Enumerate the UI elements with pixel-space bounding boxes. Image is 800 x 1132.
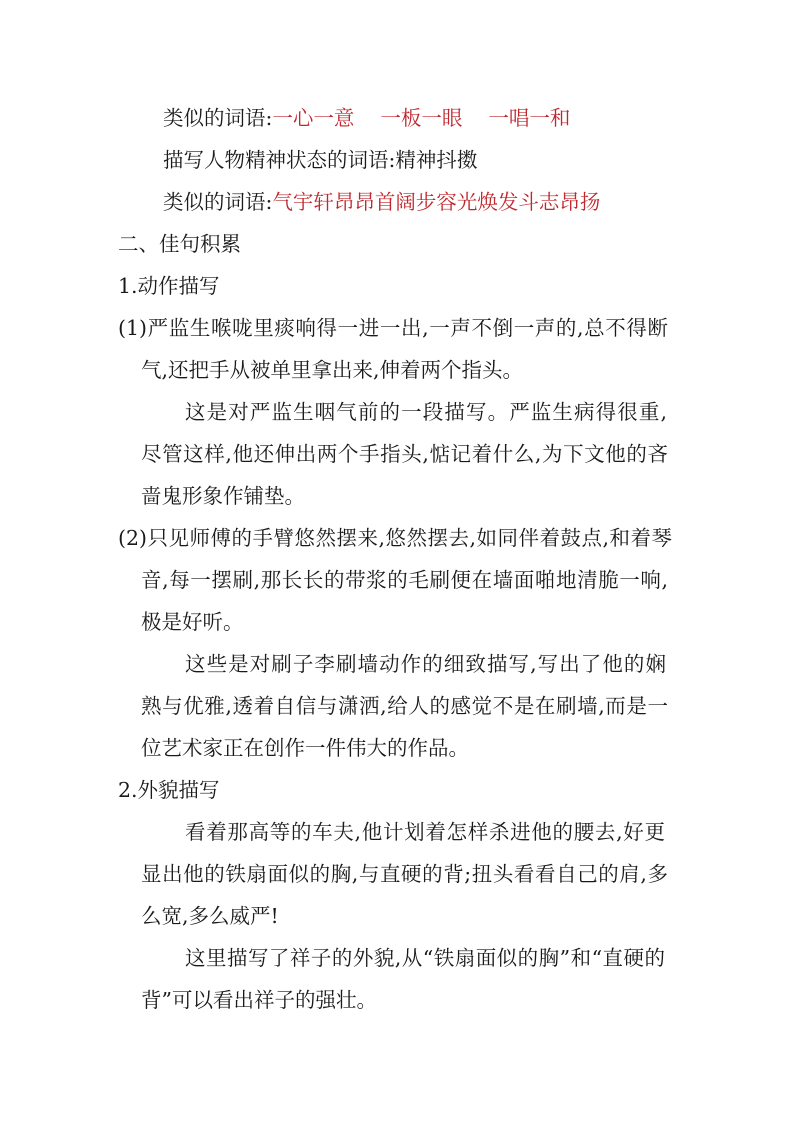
comment-line: 这里描写了祥子的外貌,从“铁扇面似的胸”和“直硬的 [185, 946, 665, 970]
section-heading: 二、佳句积累 [118, 232, 241, 256]
subheading-appearance: 2.外貌描写 [118, 778, 220, 802]
red-words: 气宇轩昂昂首阔步容光焕发斗志昂扬 [272, 190, 601, 214]
label: 类似的词语: [163, 106, 273, 130]
comment-line: 熟与优雅,透着自信与潇洒,给人的感觉不是在刷墙,而是一 [141, 694, 668, 718]
red-word: 一心一意 [272, 106, 355, 130]
text-line: 音,每一摆刷,那长长的带浆的毛刷便在墙面啪地清脆一响, [141, 568, 668, 592]
similar-words-line-2 [163, 187, 600, 217]
subheading-action: 1.动作描写 [118, 274, 220, 298]
text-line: 显出他的铁扇面似的胸,与直硬的背;扭头看看自己的肩,多 [141, 862, 668, 886]
text-line: 么宽,多么威严! [141, 904, 279, 928]
text-line: (2)只见师傅的手臂悠然摆来,悠然摆去,如同伴着鼓点,和着琴 [118, 526, 672, 550]
red-word: 一板一眼 [380, 106, 463, 130]
comment-line: 啬鬼形象作铺垫。 [141, 484, 305, 508]
text-line: (1)严监生喉咙里痰响得一进一出,一声不倒一声的,总不得断 [118, 316, 668, 340]
text-line: 看着那高等的车夫,他计划着怎样杀进他的腰去,好更 [185, 820, 665, 844]
comment-line: 位艺术家正在创作一件伟大的作品。 [141, 736, 469, 760]
text-line: 极是好听。 [141, 610, 244, 634]
label: 描写人物精神状态的词语: [163, 148, 396, 172]
comment-line: 尽管这样,他还伸出两个手指头,惦记着什么,为下文他的吝 [141, 442, 668, 466]
red-word: 一唱一和 [488, 106, 571, 130]
similar-words-line-1 [163, 103, 570, 133]
text-line: 气,还把手从被单里拿出来,伸着两个指头。 [141, 358, 524, 382]
word: 精神抖擞 [395, 148, 478, 172]
comment-line: 这些是对刷子李刷墙动作的细致描写,写出了他的娴 [185, 652, 666, 676]
comment-line: 这是对严监生咽气前的一段描写。严监生病得很重, [185, 400, 667, 424]
comment-line: 背”可以看出祥子的强壮。 [141, 988, 377, 1012]
label: 类似的词语: [163, 190, 273, 214]
spirit-words-line [163, 145, 477, 175]
